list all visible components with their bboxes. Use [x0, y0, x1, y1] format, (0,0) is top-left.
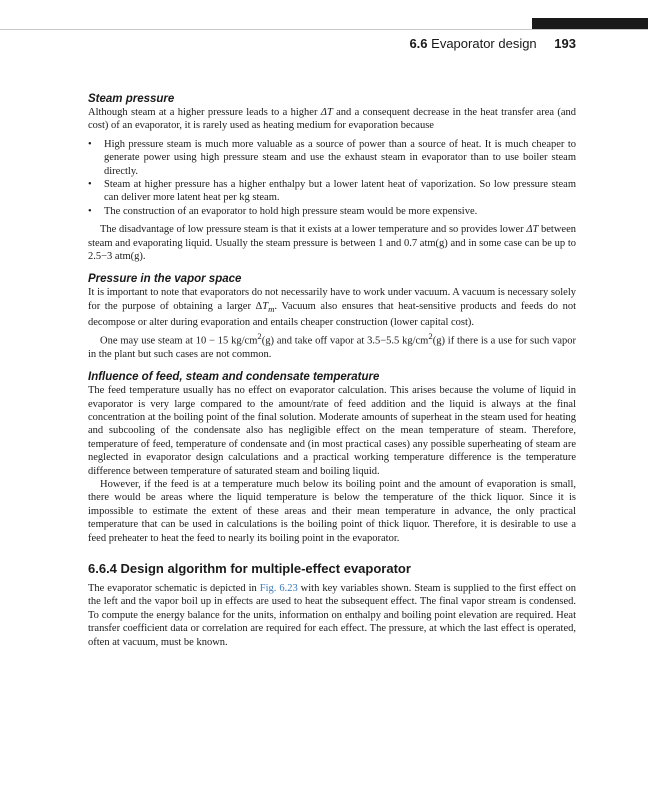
section-number: 6.6	[409, 36, 428, 51]
vapor-space-paragraph-1: It is important to note that evaporators do not necessarily have to work under vacuum. A vacuum is necessary solely for the purpose of obtaining a larger $\Delta T_m$. Vacuum also ensures that heat-sensitive products and feeds do not decompose or alter during evaporation and entails cheaper construction (lower capital cost).	[88, 287, 576, 329]
vapor-space-paragraph-2: One may use steam at 10 − 15 $kg/cm^2(g)$ and take off vapor at 3.5−5.5 $kg/cm^2(g)$ if there is a use for such vapor in the plant but such cases are not common.	[88, 330, 576, 360]
figure-link[interactable]: Fig. 6.23	[259, 582, 298, 594]
delta-t-symbol: ΔT	[320, 107, 333, 118]
page-number: 193	[554, 36, 576, 51]
heading-design-algorithm: 6.6.4 Design algorithm for multiple-effect evaporator	[88, 560, 411, 576]
steam-pressure-intro: Although steam at a higher pressure leads to a higher ΔT and a consequent decrease in the heat transfer area (and cost) of an evaporator, it is rarely used as heating medium for evaporation because	[88, 107, 577, 132]
influence-paragraph-1: The feed temperature usually has no effect on evaporator calculation. This arises because the volume of liquid in evaporator is very large compared to the amount/rate of feed addition and the liquid is always at the final concentration at the boiling point of the final solution. Moderate amounts of superheat in the steam used for heating and subcooling of the condensate also has negligible effect on the mean temperature of steam. Therefore, temperature of feed, temperature of condensate and (in most practical cases) any possible superheating of steam are neglected in evaporator design calculations and a practical working temperature difference is the temperature difference between temperature of saturated steam and boiling liquid.	[88, 385, 576, 477]
bullet-item: • Steam at higher pressure has a higher enthalpy but a lower latent heat of vaporization. So low pressure steam can deliver more latent heat per kg steam.	[88, 178, 576, 205]
heading-influence: Influence of feed, steam and condensate temperature	[88, 371, 380, 384]
header-rule	[0, 29, 648, 30]
header-bar	[532, 18, 648, 29]
delta-t-symbol: ΔT	[526, 224, 539, 236]
heading-steam-pressure: Steam pressure	[88, 93, 175, 105]
section-title: Evaporator design	[431, 36, 537, 51]
running-head	[409, 36, 576, 51]
steam-pressure-bullets	[88, 138, 576, 218]
design-algorithm-paragraph: The evaporator schematic is depicted in Fig. 6.23 with key variables shown. Steam is supplied to the first effect on the left and the vapor boil up in effects are used to heat the subsequent effect. The final vapor stream is condensed. To compute the energy balance for the units, information on enthalpy and boiling point elevation are required. Heat transfer coefficient data or correlation are required for each effect. The pressure, at which the last effect is operated, often at vacuum, must be known.	[88, 582, 577, 648]
bullet-item: • The construction of an evaporator to hold high pressure steam would be more expensive.	[88, 205, 576, 218]
steam-pressure-paragraph: The disadvantage of low pressure steam is that it exists at a lower temperature and so provides lower ΔT between steam and evaporating liquid. Usually the steam pressure is between 1 and 0.7 atm(g) and in some case can be up to 2.5−3 atm(g).	[88, 224, 576, 263]
bullet-item: • High pressure steam is much more valuable as a source of power than a source of heat. It is much cheaper to generate power using high pressure steam and use the exhaust steam in evaporator than to use boiler steam directly.	[88, 138, 576, 178]
heading-vapor-space: Pressure in the vapor space	[88, 273, 242, 286]
influence-paragraph-2: However, if the feed is at a temperature much below its boiling point and the amount of evaporation is small, there would be areas where the liquid temperature is below the temperature of the thick liquor. Since it is impossible to estimate the extent of these areas and their mean temperature in advance, the only practical temperature that can be used in calculations is the boiling point of thick liquor. Therefore, it is desirable to use a feed preheater to heat the feed to nearly its boiling point in the evaporator.	[88, 478, 576, 544]
page-body	[88, 92, 576, 649]
